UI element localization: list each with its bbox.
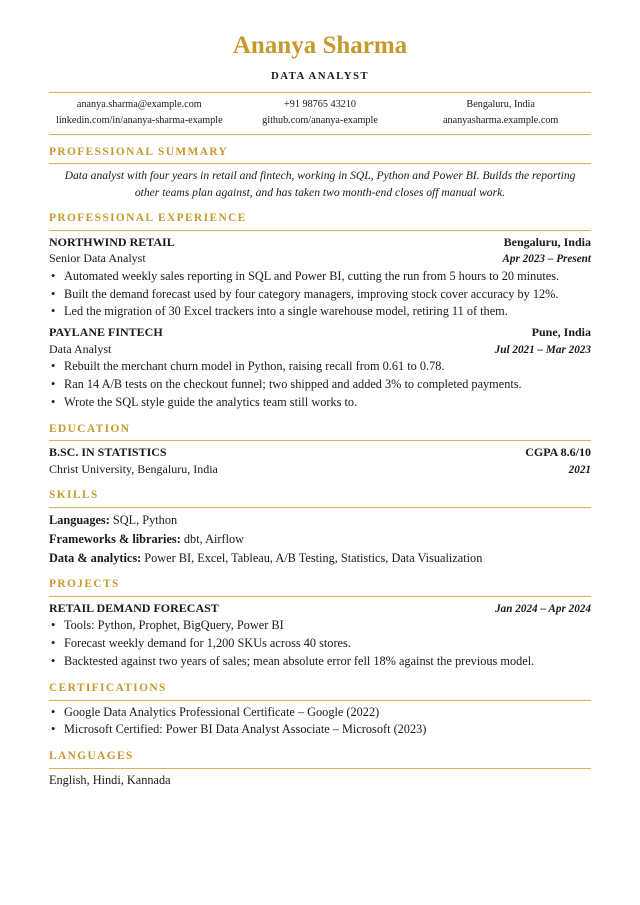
section-rule xyxy=(49,596,591,597)
job-company: PAYLANE FINTECH xyxy=(49,325,163,340)
project-bullets xyxy=(49,617,591,670)
summary-text: Data analyst with four years in retail and fintech, working in SQL, Python and Power BI. Builds the reporting other teams plan against, and has taken two month-end closes off manual work. xyxy=(64,169,576,199)
education-entry xyxy=(49,444,591,478)
section-rule xyxy=(49,230,591,231)
section-rule xyxy=(49,163,591,164)
job-entry xyxy=(49,234,591,321)
job-bullets xyxy=(49,358,591,411)
education-grade: CGPA 8.6/10 xyxy=(525,445,591,460)
section-heading-summary: PROFESSIONAL SUMMARY xyxy=(49,145,229,158)
candidate-title: DATA ANALYST xyxy=(271,69,369,82)
bullet-item: • Forecast weekly demand for 1,200 SKUs across 40 stores. xyxy=(49,635,591,653)
certification-item: • Google Data Analytics Professional Certificate – Google (2022) xyxy=(49,704,591,722)
section-heading-projects: PROJECTS xyxy=(49,578,120,591)
job-entry xyxy=(49,324,591,411)
bullet-item: • Wrote the SQL style guide the analytics team still works to. xyxy=(49,394,591,412)
section-heading-experience: PROFESSIONAL EXPERIENCE xyxy=(49,212,247,225)
bullet-item: • Led the migration of 30 Excel trackers into a single warehouse model, retiring 11 of them. xyxy=(49,303,591,321)
languages-text: English, Hindi, Kannada xyxy=(49,772,171,787)
bullet-item: • Automated weekly sales reporting in SQL and Power BI, cutting the run from 5 hours to 20 minutes. xyxy=(49,268,591,286)
project-name: RETAIL DEMAND FORECAST xyxy=(49,600,219,615)
bullet-item: • Built the demand forecast used by four category managers, improving stock cover accuracy by 12%. xyxy=(49,286,591,304)
education-year: 2021 xyxy=(568,464,591,477)
section-heading-skills: SKILLS xyxy=(49,489,99,502)
contact-location: Bengaluru, India xyxy=(466,99,535,111)
bullet-item: • Backtested against two years of sales; mean absolute error fell 18% against the previous model. xyxy=(49,653,591,671)
job-bullets xyxy=(49,268,591,321)
job-location: Bengaluru, India xyxy=(503,234,591,249)
section-heading-certifications: CERTIFICATIONS xyxy=(49,681,167,694)
contact-phone: +91 98765 43210 xyxy=(284,99,356,111)
skill-label: Data & analytics: xyxy=(49,550,142,565)
job-dates: Apr 2023 – Present xyxy=(502,253,591,266)
section-rule xyxy=(49,440,591,441)
certification-list xyxy=(49,704,591,740)
education-degree: B.SC. IN STATISTICS xyxy=(49,445,167,460)
project-entry xyxy=(49,600,591,671)
certification-item: • Microsoft Certified: Power BI Data Analyst Associate – Microsoft (2023) xyxy=(49,721,591,739)
candidate-name: Ananya Sharma xyxy=(232,32,408,59)
job-company: NORTHWIND RETAIL xyxy=(49,234,175,249)
skill-value: dbt, Airflow xyxy=(183,531,245,546)
job-location: Pune, India xyxy=(531,325,591,340)
contact-website: ananyasharma.example.com xyxy=(442,115,559,127)
bullet-item: • Tools: Python, Prophet, BigQuery, Power BI xyxy=(49,617,591,635)
contact-github: github.com/ananya-example xyxy=(262,115,378,127)
job-dates: Jul 2021 – Mar 2023 xyxy=(494,343,591,356)
project-dates: Jan 2024 – Apr 2024 xyxy=(495,602,591,615)
skill-label: Languages: xyxy=(49,513,110,528)
skill-line-languages xyxy=(49,511,591,530)
contact-linkedin: linkedin.com/in/ananya-sharma-example xyxy=(56,115,223,127)
skill-line-analytics xyxy=(49,549,591,568)
skill-value: Power BI, Excel, Tableau, A/B Testing, Statistics, Data Visualization xyxy=(144,550,483,565)
section-rule xyxy=(49,768,591,769)
divider xyxy=(49,134,591,135)
skill-line-frameworks xyxy=(49,530,591,549)
job-role: Senior Data Analyst xyxy=(49,251,146,266)
section-heading-languages: LANGUAGES xyxy=(49,750,134,763)
contact-email: ananya.sharma@example.com xyxy=(76,99,202,111)
section-heading-education: EDUCATION xyxy=(49,422,131,435)
skill-label: Frameworks & libraries: xyxy=(49,531,181,546)
bullet-item: • Ran 14 A/B tests on the checkout funnel; two shipped and added 3% to completed payments. xyxy=(49,376,591,394)
bullet-item: • Rebuilt the merchant churn model in Python, raising recall from 0.61 to 0.78. xyxy=(49,358,591,376)
contact-block xyxy=(49,93,591,133)
section-rule xyxy=(49,700,591,701)
skill-value: SQL, Python xyxy=(112,513,178,528)
section-rule xyxy=(49,507,591,508)
job-role: Data Analyst xyxy=(49,341,112,356)
education-school: Christ University, Bengaluru, India xyxy=(49,462,218,477)
